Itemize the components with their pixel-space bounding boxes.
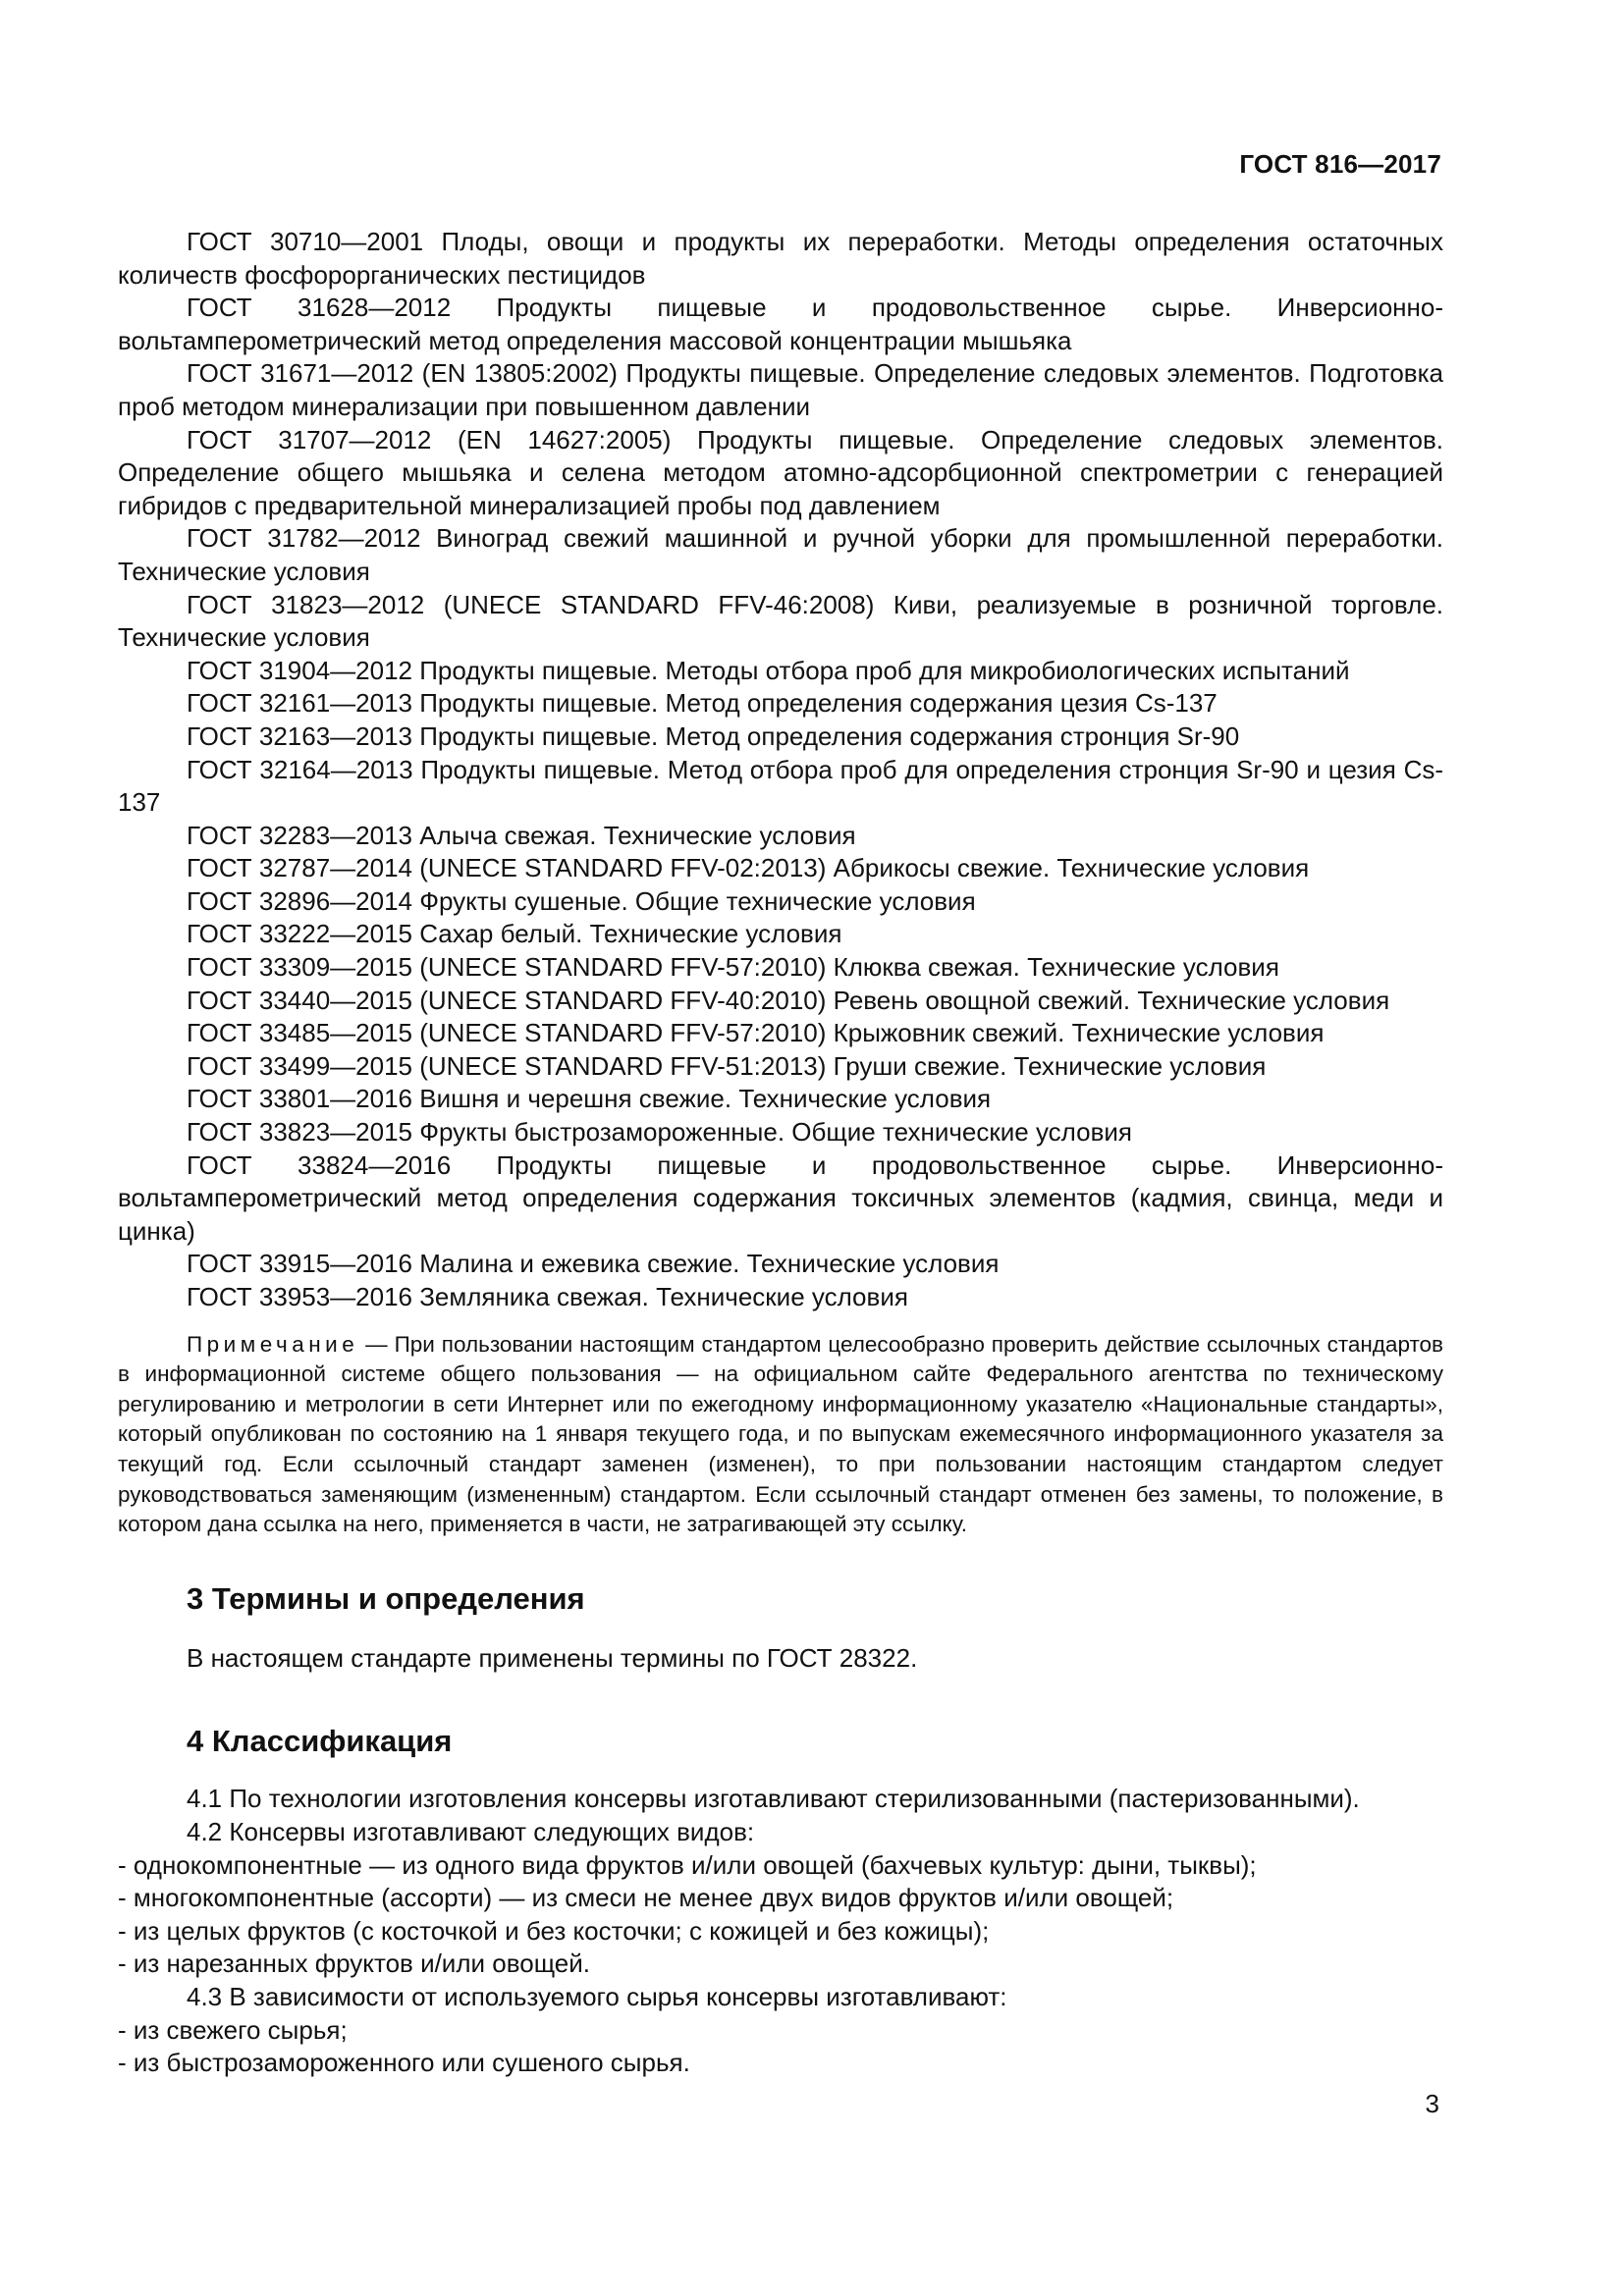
reference-item: ГОСТ 30710—2001 Плоды, овощи и продукты их переработки. Методы определения остаточных количеств фосфорорганических пестицидов bbox=[118, 227, 1443, 290]
reference-item: ГОСТ 32896—2014 Фрукты сушеные. Общие технические условия bbox=[187, 885, 976, 916]
list-item: - многокомпонентные (ассорти) — из смеси не менее двух видов фруктов и/или овощей; bbox=[118, 1883, 1174, 1913]
page-content bbox=[118, 226, 1443, 2080]
reference-item: ГОСТ 31823—2012 (UNECE STANDARD FFV-46:2008) Киви, реализуемые в розничной торговле. Технические условия bbox=[118, 589, 1443, 653]
clause-item: 4.1 По технологии изготовления консервы изготавливают стерилизованными (пастеризованными). bbox=[187, 1784, 1360, 1814]
note-paragraph bbox=[118, 1330, 1443, 1540]
reference-item: ГОСТ 32161—2013 Продукты пищевые. Метод определения содержания цезия Cs-137 bbox=[187, 688, 1218, 719]
reference-item: ГОСТ 31782—2012 Виноград свежий машинной и ручной уборки для промышленной переработки. Технические условия bbox=[118, 523, 1443, 586]
list-item: - из быстрозамороженного или сушеного сырья. bbox=[118, 2048, 690, 2078]
reference-item: ГОСТ 33953—2016 Земляника свежая. Технические условия bbox=[187, 1282, 908, 1311]
reference-item: ГОСТ 32283—2013 Алыча свежая. Технические условия bbox=[187, 820, 856, 850]
list-item: - из свежего сырья; bbox=[118, 2014, 348, 2045]
reference-item: ГОСТ 32787—2014 (UNECE STANDARD FFV-02:2013) Абрикосы свежие. Технические условия bbox=[187, 853, 1310, 883]
reference-item: ГОСТ 33823—2015 Фрукты быстрозамороженные. Общие технические условия bbox=[187, 1117, 1133, 1148]
reference-item: ГОСТ 33499—2015 (UNECE STANDARD FFV-51:2013) Груши свежие. Технические условия bbox=[187, 1050, 1267, 1081]
list-item: - однокомпонентные — из одного вида фруктов и/или овощей (бахчевых культур: дыни, тыквы); bbox=[118, 1849, 1257, 1880]
reference-item: ГОСТ 33485—2015 (UNECE STANDARD FFV-57:2010) Крыжовник свежий. Технические условия bbox=[187, 1018, 1325, 1048]
reference-item: ГОСТ 31671—2012 (EN 13805:2002) Продукты пищевые. Определение следовых элементов. Подготовка проб методом минерализации при повышенном давлении bbox=[118, 358, 1443, 421]
reference-item: ГОСТ 31628—2012 Продукты пищевые и продовольственное сырье. Инверсионно-вольтамперометрический метод определения массовой концентрации мышьяка bbox=[118, 293, 1443, 355]
reference-item: ГОСТ 33801—2016 Вишня и черешня свежие. Технические условия bbox=[187, 1084, 992, 1114]
page-number: 3 bbox=[1425, 2089, 1439, 2118]
reference-item: ГОСТ 31904—2012 Продукты пищевые. Методы отбора проб для микробиологических испытаний bbox=[187, 655, 1350, 685]
reference-item: ГОСТ 32164—2013 Продукты пищевые. Метод отбора проб для определения стронция Sr-90 и цезия Cs-137 bbox=[118, 754, 1443, 818]
section-4-body bbox=[118, 1783, 1443, 2079]
clause-item: 4.3 В зависимости от используемого сырья консервы изготавливают: bbox=[187, 1981, 1007, 2011]
reference-item: ГОСТ 31707—2012 (EN 14627:2005) Продукты пищевые. Определение следовых элементов. Определение общего мышьяка и селена методом атомно-адсорбционной спектрометрии с генерацией гибридов с предварительной минерализацией пробы под давлением bbox=[118, 424, 1443, 520]
list-item: - из целых фруктов (с косточкой и без косточки; с кожицей и без кожицы); bbox=[118, 1915, 990, 1946]
document-header: ГОСТ 816—2017 bbox=[1239, 149, 1441, 179]
reference-item: ГОСТ 32163—2013 Продукты пищевые. Метод определения содержания стронция Sr-90 bbox=[187, 721, 1240, 751]
clause-item: 4.2 Консервы изготавливают следующих видов: bbox=[187, 1816, 755, 1846]
note-text: — При пользовании настоящим стандартом целесообразно проверить действие ссылочных стандартов в информационной системе общего пользования — на официальном сайте Федерального агентства по техническому регулированию и метрологии в сети Интернет или по ежегодному информационному указателю «Национальные стандарты», который опубликован по состоянию на 1 января текущего года, и по выпускам ежемесячного информационного указателя за текущий год. Если ссылочный стандарт заменен (изменен), то при пользовании настоящим стандартом следует руководствоваться заменяющим (измененным) стандартом. Если ссылочный стандарт отменен без замены, то положение, в котором дана ссылка на него, применяется в части, не затрагивающей эту ссылку. bbox=[118, 1331, 1443, 1537]
section-3-title: 3 Термины и определения bbox=[187, 1580, 585, 1616]
section-4-title: 4 Классификация bbox=[187, 1724, 453, 1759]
reference-item: ГОСТ 33915—2016 Малина и ежевика свежие. Технические условия bbox=[187, 1249, 1000, 1279]
note-label: Примечание bbox=[187, 1331, 359, 1357]
reference-item: ГОСТ 33824—2016 Продукты пищевые и продовольственное сырье. Инверсионно-вольтамперометрический метод определения содержания токсичных элементов (кадмия, свинца, меди и цинка) bbox=[118, 1149, 1443, 1246]
reference-item: ГОСТ 33222—2015 Сахар белый. Технические условия bbox=[187, 919, 842, 949]
section-3-text: В настоящем стандарте применены термины по ГОСТ 28322. bbox=[187, 1642, 918, 1673]
normative-references-list bbox=[118, 226, 1443, 1314]
reference-item: ГОСТ 33440—2015 (UNECE STANDARD FFV-40:2010) Ревень овощной свежий. Технические условия bbox=[187, 985, 1390, 1015]
list-item: - из нарезанных фруктов и/или овощей. bbox=[118, 1949, 590, 1979]
reference-item: ГОСТ 33309—2015 (UNECE STANDARD FFV-57:2010) Клюква свежая. Технические условия bbox=[187, 952, 1279, 983]
